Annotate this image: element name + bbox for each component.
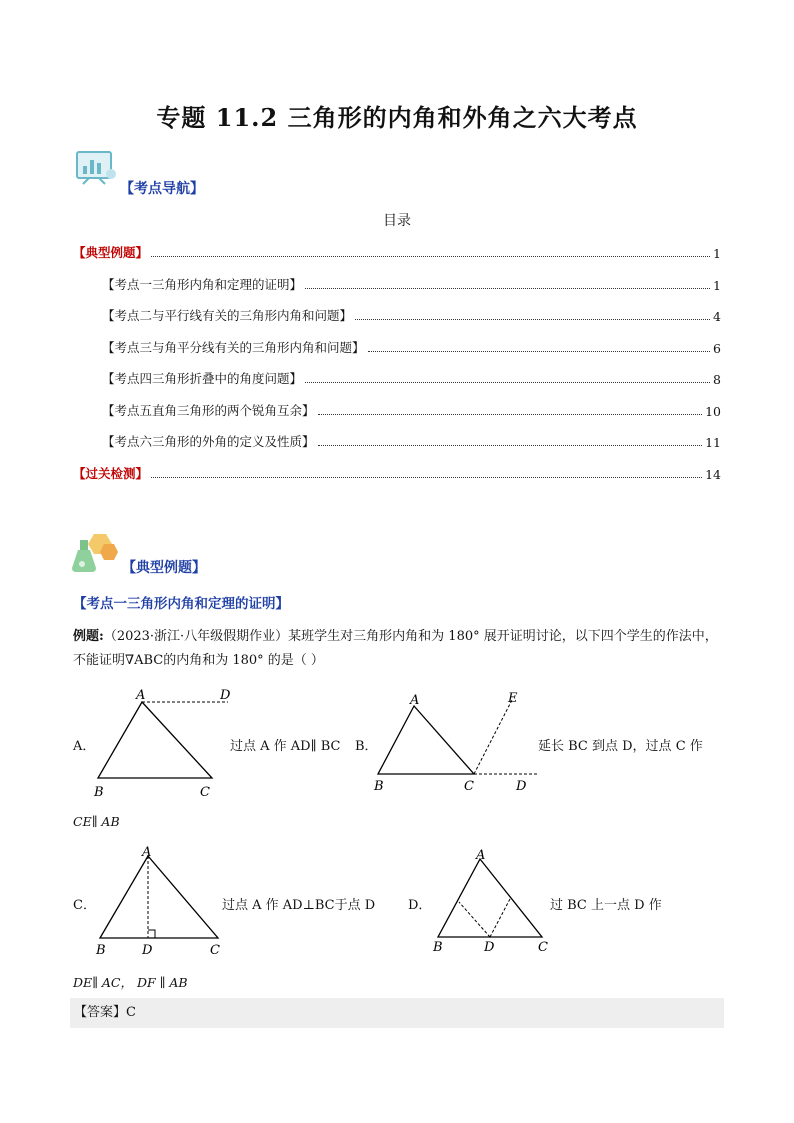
toc-entry-label: 【考点二与平行线有关的三角形内角和问题】 [102, 308, 353, 323]
problem-text: （2023·浙江·八年级假期作业）某班学生对三角形内角和为 180° 展开证明讨论，以下四个学生的作法中，不能证明∇ABC的内角和为 180° 的是（ ） [73, 629, 718, 668]
toc-entry[interactable] [102, 369, 721, 387]
label-d: D [516, 779, 527, 794]
answer-box: 【答案】C [70, 998, 724, 1028]
toc-leader-dots [305, 382, 710, 383]
toc-title: 目录 [383, 213, 411, 229]
toc-entry-page: 8 [713, 372, 721, 387]
option-d-diagram [430, 845, 560, 964]
toc-entry[interactable] [102, 275, 721, 293]
toc-entry-page: 1 [713, 246, 721, 261]
label-c: C [464, 779, 474, 794]
toc-entry-page: 4 [713, 309, 721, 324]
toc-entry-label: 【考点三与角平分线有关的三角形内角和问题】 [102, 339, 365, 355]
toc-entry[interactable] [102, 401, 721, 419]
topic-heading: 【考点一三角形内角和定理的证明】 [73, 596, 289, 612]
toc-entry-page: 14 [705, 466, 721, 482]
toc-leader-dots [151, 477, 702, 478]
label-c: C [200, 785, 210, 800]
label-a: A [410, 693, 420, 708]
toc-leader-dots [318, 445, 703, 446]
page-title: 专题 11.2 三角形的内角和外角之六大考点 [156, 103, 638, 132]
presentation-board-icon [73, 148, 119, 192]
toc-entry-page: 1 [713, 277, 721, 293]
option-c-text[interactable]: 过点 A 作 AD⊥BC于点 D [222, 898, 376, 913]
option-d-continuation: DE∥ AC， DF ∥ AB [73, 975, 188, 990]
option-a-text[interactable]: 过点 A 作 AD∥ BC [230, 739, 341, 754]
option-a-letter[interactable]: A． [73, 739, 96, 754]
label-b: B [96, 943, 106, 958]
nav-heading: 【考点导航】 [120, 181, 204, 197]
option-a-diagram [88, 682, 248, 806]
label-b: B [433, 940, 443, 955]
option-b-diagram [370, 690, 545, 799]
toc-entry[interactable] [102, 432, 721, 450]
label-a: A [476, 848, 486, 863]
option-d-text[interactable]: 过 BC 上一点 D 作 [550, 898, 662, 913]
label-e: E [508, 691, 518, 706]
label-a: A [142, 845, 152, 860]
problem-prefix: 例题: [73, 629, 104, 644]
label-c: C [210, 943, 220, 958]
toc-leader-dots [368, 351, 711, 352]
toc-entry-label: 【考点四三角形折叠中的角度问题】 [102, 371, 303, 386]
toc-entry-label: 【考点六三角形的外角的定义及性质】 [102, 434, 315, 449]
toc-entry-label: 【考点一三角形内角和定理的证明】 [102, 276, 303, 292]
label-d: D [220, 688, 231, 703]
toc-entry[interactable] [73, 464, 721, 482]
toc-entry-page: 11 [705, 435, 721, 450]
option-c-letter[interactable]: C． [73, 898, 96, 913]
toc-entry-label: 【过关检测】 [73, 465, 149, 481]
toc-entry-page: 6 [713, 340, 721, 356]
toc-entry-page: 10 [705, 403, 721, 419]
option-b-text[interactable]: 延长 BC 到点 D，过点 C 作 [538, 739, 703, 754]
label-d: D [142, 943, 153, 958]
toc-entry[interactable] [102, 306, 721, 324]
example-heading: 【典型例题】 [122, 560, 206, 576]
label-d: D [484, 940, 495, 955]
problem-statement [73, 625, 725, 673]
toc-leader-dots [305, 288, 710, 289]
label-a: A [136, 688, 146, 703]
label-b: B [374, 779, 384, 794]
label-c: C [538, 940, 548, 955]
option-b-letter[interactable]: B． [355, 739, 378, 754]
chemistry-flask-icon [72, 530, 120, 574]
option-c-diagram [92, 842, 232, 966]
option-d-letter[interactable]: D． [408, 898, 432, 913]
toc-entry-label: 【典型例题】 [73, 245, 149, 260]
toc-leader-dots [355, 319, 710, 320]
toc-entry[interactable] [73, 243, 721, 261]
toc-leader-dots [318, 414, 703, 415]
option-b-continuation: CE∥ AB [73, 814, 120, 829]
toc-leader-dots [151, 256, 710, 257]
toc-entry-label: 【考点五直角三角形的两个锐角互余】 [102, 402, 315, 418]
label-b: B [94, 785, 104, 800]
toc-entry[interactable] [102, 338, 721, 356]
